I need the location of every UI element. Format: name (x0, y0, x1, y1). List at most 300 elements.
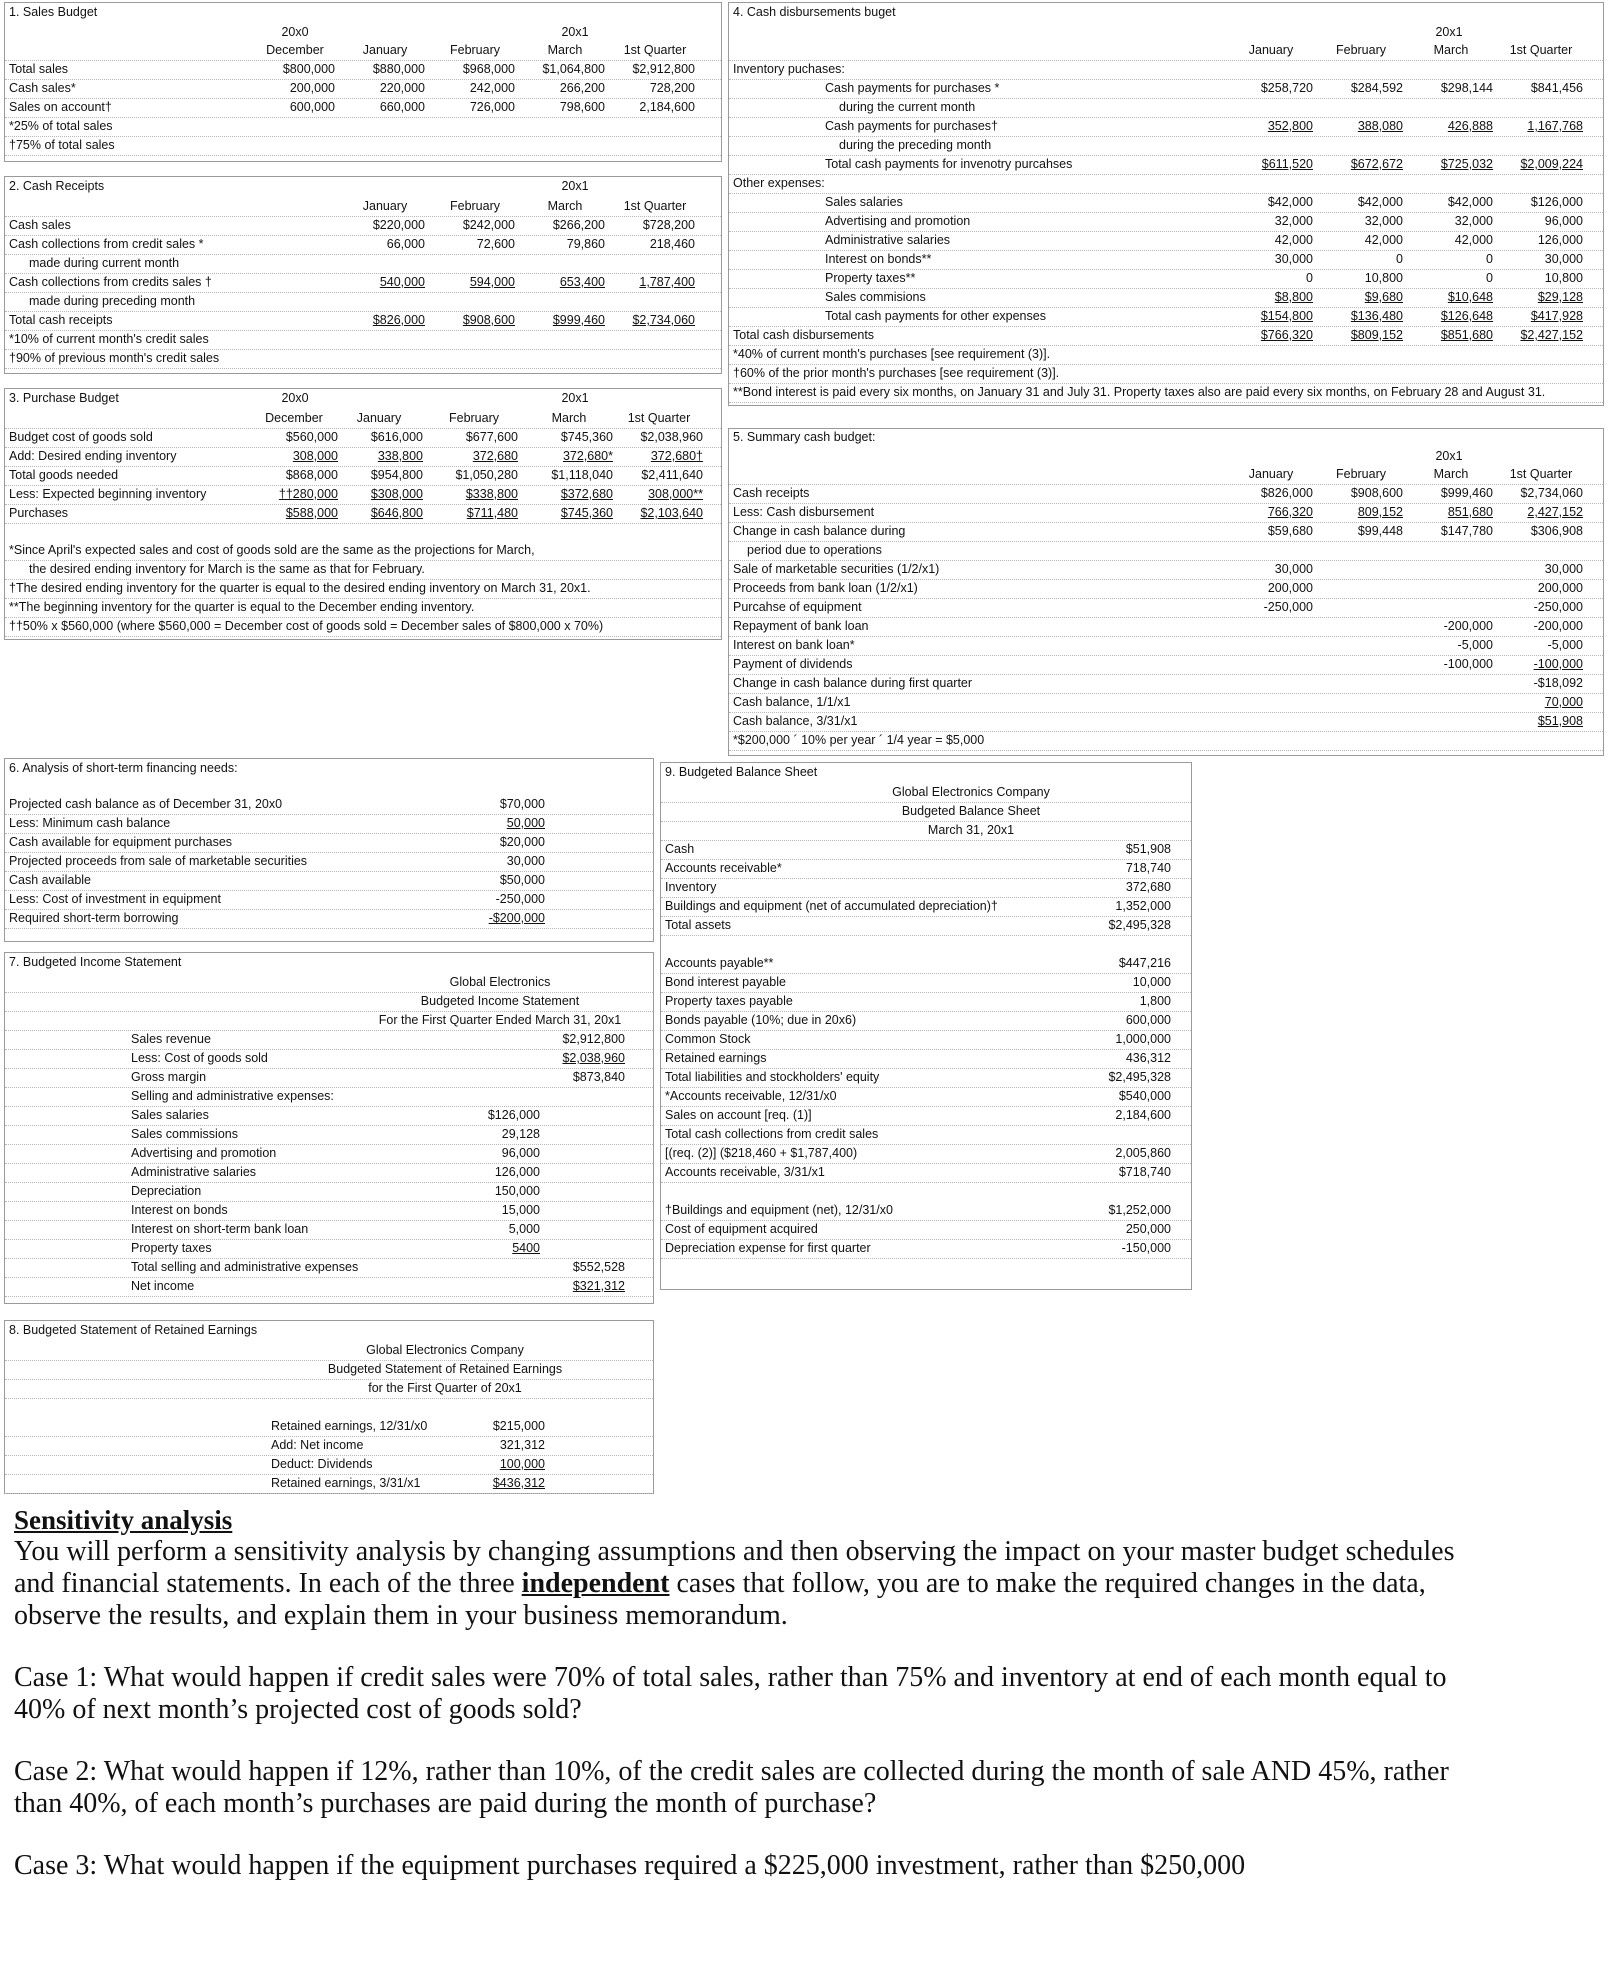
table-cell: Interest on bonds** (825, 252, 932, 266)
table-cell: Total cash payments for other expenses (825, 309, 1046, 323)
table-cell: $745,360 (560, 506, 613, 520)
footnote (661, 1163, 1191, 1183)
table-row (729, 98, 1603, 118)
table-cell: March (1433, 467, 1469, 481)
table-row (5, 1049, 653, 1069)
footnote (5, 617, 721, 637)
table-cell: $908,600 (462, 313, 515, 327)
table-row (661, 859, 1191, 879)
table-cell: Change in cash balance during first quarter (733, 676, 973, 690)
table-cell: $552,528 (572, 1260, 625, 1274)
table-cell: Administrative salaries (825, 233, 951, 247)
table-cell: Sales on account [req. (1)] (665, 1108, 812, 1122)
table-cell: $540,000 (1118, 1089, 1171, 1103)
table-cell: 30,000 (1274, 562, 1313, 576)
table-cell: 10,800 (1544, 271, 1583, 285)
table-row (729, 598, 1603, 618)
case-2: Case 2: What would happen if 12%, rather than 10%, of the credit sales are collected during the month of sale AND 45%, rather than 40%, of each month’s purchases are paid during the month of purchase? (14, 1756, 1449, 1819)
statement-heading (5, 1341, 653, 1361)
table-cell: 250,000 (1125, 1222, 1171, 1236)
table-cell: 42,000 (1454, 233, 1493, 247)
table-cell: 10,000 (1132, 975, 1171, 989)
table-cell: -100,000 (1533, 657, 1583, 671)
table-row (729, 674, 1603, 694)
table-cell: Less: Cost of investment in equipment (9, 892, 221, 906)
table-cell: Payment of dividends (733, 657, 853, 671)
table-cell: 2,427,152 (1527, 505, 1583, 519)
table-cell: February (1335, 467, 1387, 481)
table-cell: $880,000 (372, 62, 425, 76)
table-cell: $873,840 (572, 1070, 625, 1084)
table-row (5, 1201, 653, 1221)
table-row (5, 1220, 653, 1240)
year-header: 20x1 (1435, 449, 1463, 463)
table-cell: 1,800 (1139, 994, 1171, 1008)
table-cell: $616,000 (370, 430, 423, 444)
table-cell: $677,600 (465, 430, 518, 444)
table-cell: 436,312 (1125, 1051, 1171, 1065)
table-cell: $447,216 (1118, 956, 1171, 970)
total-row (729, 326, 1603, 346)
table-row (729, 579, 1603, 599)
table-row (729, 617, 1603, 637)
table-cell: *40% of current month's purchases [see requirement (3)]. (733, 347, 1051, 361)
year-header: 20x1 (1435, 25, 1463, 39)
footnote (661, 1125, 1191, 1145)
table-cell: December (266, 43, 324, 57)
table-cell: March (1433, 43, 1469, 57)
footnote (5, 598, 721, 618)
table-cell: Accounts receivable, 3/31/x1 (665, 1165, 825, 1179)
balance-sheet-title: 9. Budgeted Balance Sheet (665, 765, 818, 779)
table-cell: Cash balance, 1/1/x1 (733, 695, 851, 709)
year-header: 20x0 (281, 391, 309, 405)
table-cell: 72,600 (476, 237, 515, 251)
table-cell: 600,000 (1125, 1013, 1171, 1027)
table-cell: Cash (665, 842, 695, 856)
table-row (5, 447, 721, 467)
cash-disbursements (728, 2, 1604, 406)
table-cell: January (362, 43, 408, 57)
table-row (729, 155, 1603, 175)
table-row (5, 1068, 653, 1088)
balance-sheet (660, 762, 1192, 1290)
table-cell: Global Electronics (449, 975, 551, 989)
table-cell: period due to operations (747, 543, 882, 557)
table-cell: Sales commissions (131, 1127, 238, 1141)
table-cell: Sale of marketable securities (1/2/x1) (733, 562, 940, 576)
table-row (5, 1258, 653, 1278)
table-cell: Depreciation (131, 1184, 202, 1198)
table-cell: 150,000 (494, 1184, 540, 1198)
table-cell: For the First Quarter Ended March 31, 20x1 (378, 1013, 622, 1027)
table-cell: Projected cash balance as of December 31, 20x0 (9, 797, 283, 811)
year-header: 20x1 (561, 25, 589, 39)
table-row (5, 216, 721, 236)
table-cell: Bonds payable (10%; due in 20x6) (665, 1013, 857, 1027)
table-cell: February (449, 199, 501, 213)
sensitivity-intro (14, 1536, 1494, 1632)
table-cell: $2,427,152 (1520, 328, 1583, 342)
table-cell: January (1248, 43, 1294, 57)
table-cell: Total liabilities and stockholders' equity (665, 1070, 880, 1084)
table-row (661, 916, 1191, 936)
table-cell: $2,038,960 (640, 430, 703, 444)
table-cell: $1,118,040 (551, 468, 613, 482)
table-row (5, 485, 721, 505)
table-cell: 308,000** (648, 487, 703, 501)
table-cell: Accounts receivable* (665, 861, 782, 875)
sensitivity-analysis (14, 1504, 1494, 1882)
table-cell: Property taxes payable (665, 994, 793, 1008)
table-cell: 809,152 (1357, 505, 1403, 519)
group-label (729, 60, 1603, 80)
table-cell: Total assets (665, 918, 732, 932)
table-cell: -$18,092 (1533, 676, 1583, 690)
table-cell: $298,144 (1440, 81, 1493, 95)
table-row (5, 273, 721, 293)
table-cell: 5400 (512, 1241, 540, 1255)
table-cell: 96,000 (501, 1146, 540, 1160)
table-row (5, 428, 721, 448)
table-cell: March (551, 411, 587, 425)
table-cell: 242,000 (469, 81, 515, 95)
table-row (5, 504, 721, 524)
table-row (729, 193, 1603, 213)
table-cell: 1,167,768 (1527, 119, 1583, 133)
footnote (5, 117, 721, 137)
table-cell: March (547, 43, 583, 57)
table-cell: $51,908 (1125, 842, 1171, 856)
table-cell: 200,000 (1537, 581, 1583, 595)
table-cell: 352,800 (1267, 119, 1313, 133)
table-cell: Sales salaries (131, 1108, 209, 1122)
table-cell: February (448, 411, 500, 425)
table-cell: 42,000 (1274, 233, 1313, 247)
table-cell: Accounts payable** (665, 956, 774, 970)
table-cell: 2,184,600 (639, 100, 695, 114)
table-cell: -5,000 (1457, 638, 1493, 652)
table-cell: -250,000 (1533, 600, 1583, 614)
table-cell: Total selling and administrative expenses (131, 1260, 359, 1274)
table-cell: $672,672 (1350, 157, 1403, 171)
header-row (5, 197, 721, 217)
table-cell: March 31, 20x1 (927, 823, 1015, 837)
table-cell: *10% of current month's credit sales (9, 332, 209, 346)
table-cell: Inventory puchases: (733, 62, 845, 76)
table-cell: $42,000 (1357, 195, 1403, 209)
table-cell: $1,050,280 (455, 468, 518, 482)
table-cell: Interest on bonds (131, 1203, 228, 1217)
table-row (5, 890, 653, 910)
footnote (661, 1220, 1191, 1240)
table-cell: Projected proceeds from sale of marketable securities (9, 854, 308, 868)
table-cell: Cash available (9, 873, 91, 887)
table-cell: Advertising and promotion (131, 1146, 277, 1160)
table-cell: $29,128 (1537, 290, 1583, 304)
footnote (5, 349, 721, 369)
purchase-budget (4, 388, 722, 640)
table-cell: $284,592 (1350, 81, 1403, 95)
table-cell: $2,103,640 (640, 506, 703, 520)
table-cell: 126,000 (1537, 233, 1583, 247)
footnote (729, 364, 1603, 384)
table-cell: $2,038,960 (562, 1051, 625, 1065)
table-cell: $826,000 (372, 313, 425, 327)
table-cell: January (1248, 467, 1294, 481)
table-row (5, 292, 721, 312)
table-cell: 32,000 (1274, 214, 1313, 228)
table-cell: $50,000 (499, 873, 545, 887)
table-cell: Proceeds from bank loan (1/2/x1) (733, 581, 918, 595)
table-cell: 2,184,600 (1115, 1108, 1171, 1122)
summary-cash-budget-title: 5. Summary cash budget: (733, 430, 876, 444)
table-cell: Purchases (9, 506, 69, 520)
table-row (661, 840, 1191, 860)
table-cell: 798,600 (559, 100, 605, 114)
table-cell: Sales on account† (9, 100, 112, 114)
table-cell: $42,000 (1267, 195, 1313, 209)
table-row (5, 1277, 653, 1297)
table-row (729, 79, 1603, 99)
table-cell: $2,734,060 (632, 313, 695, 327)
table-cell: 372,680 (1125, 880, 1171, 894)
table-cell: 1st Quarter (623, 43, 687, 57)
table-cell: $51,908 (1537, 714, 1583, 728)
sensitivity-heading-text: Sensitivity analysis (14, 1505, 233, 1535)
short-term-financing (4, 758, 654, 942)
table-cell: †The desired ending inventory for the quarter is equal to the desired ending inventory on March 31, 20x1. (9, 581, 591, 595)
table-row (5, 909, 653, 929)
statement-heading (661, 783, 1191, 803)
statement-heading (5, 1360, 653, 1380)
table-cell: $417,928 (1530, 309, 1583, 323)
table-row (729, 288, 1603, 308)
table-cell: $242,000 (462, 218, 515, 232)
table-row (661, 1011, 1191, 1031)
footnote (5, 330, 721, 350)
table-cell: during the preceding month (839, 138, 992, 152)
footnote (5, 541, 721, 561)
table-cell: Total cash collections from credit sales (665, 1127, 879, 1141)
table-cell: $215,000 (492, 1419, 545, 1433)
table-cell: $266,200 (552, 218, 605, 232)
table-cell: 266,200 (559, 81, 605, 95)
table-cell: Total sales (9, 62, 69, 76)
table-row (5, 60, 721, 80)
table-cell: Selling and administrative expenses: (131, 1089, 334, 1103)
table-cell: Purcahse of equipment (733, 600, 862, 614)
table-cell: January (362, 199, 408, 213)
table-cell: 200,000 (289, 81, 335, 95)
table-cell: 388,080 (1357, 119, 1403, 133)
table-cell: Gross margin (131, 1070, 207, 1084)
table-row (5, 833, 653, 853)
table-row (661, 878, 1191, 898)
table-cell: February (449, 43, 501, 57)
table-row (5, 1455, 653, 1475)
table-row (5, 1163, 653, 1183)
table-cell: 851,680 (1447, 505, 1493, 519)
header-row (729, 465, 1603, 485)
table-cell: **Bond interest is paid every six months, on January 31 and July 31. Property taxes also are paid every six months, on February 28 and August 31. (733, 385, 1546, 399)
table-row (729, 712, 1603, 732)
table-row (661, 1030, 1191, 1050)
table-cell: -250,000 (1263, 600, 1313, 614)
statement-heading (5, 992, 653, 1012)
table-row (729, 541, 1603, 561)
footnote (729, 345, 1603, 365)
table-cell: 308,000 (292, 449, 338, 463)
table-cell: Budgeted Income Statement (420, 994, 580, 1008)
cash-receipts-title: 2. Cash Receipts (9, 179, 105, 193)
table-cell: 32,000 (1454, 214, 1493, 228)
table-row (729, 307, 1603, 327)
sales-budget-title: 1. Sales Budget (9, 5, 98, 19)
table-cell: Cash available for equipment purchases (9, 835, 233, 849)
table-cell: 1st Quarter (627, 411, 691, 425)
table-cell: 338,800 (377, 449, 423, 463)
table-row (661, 954, 1191, 974)
table-cell: -$200,000 (488, 911, 545, 925)
table-row (661, 973, 1191, 993)
table-cell: $2,495,328 (1108, 918, 1171, 932)
cash-receipts (4, 176, 722, 374)
table-cell: $800,000 (282, 62, 335, 76)
table-row (729, 117, 1603, 137)
table-cell: 718,740 (1125, 861, 1171, 875)
footnote (661, 1106, 1191, 1126)
table-cell: 42,000 (1364, 233, 1403, 247)
table-cell: 1,787,400 (639, 275, 695, 289)
statement-heading (5, 973, 653, 993)
table-cell: $646,800 (370, 506, 423, 520)
table-cell: Buildings and equipment (net of accumulated depreciation)† (665, 899, 998, 913)
table-row (5, 795, 653, 815)
table-cell: 1st Quarter (623, 199, 687, 213)
cash-disbursements-title: 4. Cash disbursements buget (733, 5, 896, 19)
table-cell: February (1335, 43, 1387, 57)
table-cell: Global Electronics Company (366, 1343, 524, 1357)
table-cell: 218,460 (649, 237, 695, 251)
table-cell: 100,000 (499, 1457, 545, 1471)
footnote (729, 731, 1603, 751)
table-cell: 96,000 (1544, 214, 1583, 228)
table-cell: 220,000 (379, 81, 425, 95)
table-cell: Cash collections from credit sales * (9, 237, 204, 251)
table-cell: Total cash disbursements (733, 328, 875, 342)
statement-heading (661, 821, 1191, 841)
table-row (729, 484, 1603, 504)
table-cell: Retained earnings (665, 1051, 767, 1065)
table-cell: 29,128 (501, 1127, 540, 1141)
table-cell: 372,680 (472, 449, 518, 463)
table-cell: Advertising and promotion (825, 214, 971, 228)
table-cell: the desired ending inventory for March is the same as that for February. (29, 562, 425, 576)
table-cell: Cash sales (9, 218, 71, 232)
table-cell: 594,000 (469, 275, 515, 289)
table-cell: 30,000 (1274, 252, 1313, 266)
table-cell: **The beginning inventory for the quarter is equal to the December ending inventory. (9, 600, 475, 614)
intro-text-a: You will perform a sensitivity analysis by changing assumptions and then observing the impact on your master budget schedules and financial statements. In each of the three (14, 1536, 1455, 1599)
table-row (729, 212, 1603, 232)
table-cell: Sales salaries (825, 195, 903, 209)
table-cell: Interest on bank loan* (733, 638, 855, 652)
table-cell: Cash collections from credits sales † (9, 275, 212, 289)
table-cell: ††280,000 (278, 487, 338, 501)
table-row (661, 992, 1191, 1012)
table-cell: 1st Quarter (1509, 43, 1573, 57)
footnote (5, 579, 721, 599)
table-cell: Administrative salaries (131, 1165, 257, 1179)
table-row (5, 1436, 653, 1456)
statement-heading (661, 802, 1191, 822)
table-row (729, 136, 1603, 156)
table-cell: during the current month (839, 100, 976, 114)
table-cell: Retained earnings, 12/31/x0 (271, 1419, 428, 1433)
statement-heading (5, 1011, 653, 1031)
table-cell: Sales revenue (131, 1032, 211, 1046)
table-row (5, 1087, 653, 1107)
table-cell: $2,411,640 (641, 468, 703, 482)
table-cell: †Buildings and equipment (net), 12/31/x0 (665, 1203, 893, 1217)
table-cell: †75% of total sales (9, 138, 115, 152)
table-cell: Retained earnings, 3/31/x1 (271, 1476, 421, 1490)
table-cell: made during current month (29, 256, 180, 270)
table-cell: 726,000 (469, 100, 515, 114)
table-cell: Cash receipts (733, 486, 810, 500)
table-cell: 426,888 (1447, 119, 1493, 133)
table-cell: Cash sales* (9, 81, 76, 95)
table-cell: $2,495,328 (1108, 1070, 1171, 1084)
footnote (729, 383, 1603, 403)
table-cell: †90% of previous month's credit sales (9, 351, 220, 365)
table-cell: 126,000 (494, 1165, 540, 1179)
table-cell: 728,200 (649, 81, 695, 95)
table-cell: Cost of equipment acquired (665, 1222, 818, 1236)
table-cell: $2,009,224 (1520, 157, 1583, 171)
table-cell: Cash balance, 3/31/x1 (733, 714, 858, 728)
table-cell: -250,000 (495, 892, 545, 906)
intro-text-emphasis: independent (521, 1568, 670, 1599)
table-cell: 540,000 (379, 275, 425, 289)
table-cell: 1,000,000 (1115, 1032, 1171, 1046)
table-cell: $954,800 (370, 468, 423, 482)
sales-budget (4, 2, 722, 162)
table-cell: $908,600 (1350, 486, 1403, 500)
table-cell: $308,000 (370, 487, 423, 501)
table-cell: for the First Quarter of 20x1 (368, 1381, 522, 1395)
table-cell: *25% of total sales (9, 119, 113, 133)
table-cell: $1,064,800 (542, 62, 605, 76)
table-row (729, 560, 1603, 580)
table-cell: $809,152 (1350, 328, 1403, 342)
table-row (5, 1474, 653, 1494)
table-row (729, 269, 1603, 289)
table-cell: 32,000 (1364, 214, 1403, 228)
footnote (661, 1144, 1191, 1164)
table-cell: Cash payments for purchases† (825, 119, 999, 133)
table-cell: Inventory (665, 880, 717, 894)
table-row (5, 98, 721, 118)
table-cell: 5,000 (508, 1222, 540, 1236)
table-cell: Interest on short-term bank loan (131, 1222, 309, 1236)
table-cell: Bond interest payable (665, 975, 786, 989)
table-row (661, 897, 1191, 917)
table-row (729, 636, 1603, 656)
table-cell: 372,680* (562, 449, 613, 463)
table-cell: Total cash receipts (9, 313, 113, 327)
